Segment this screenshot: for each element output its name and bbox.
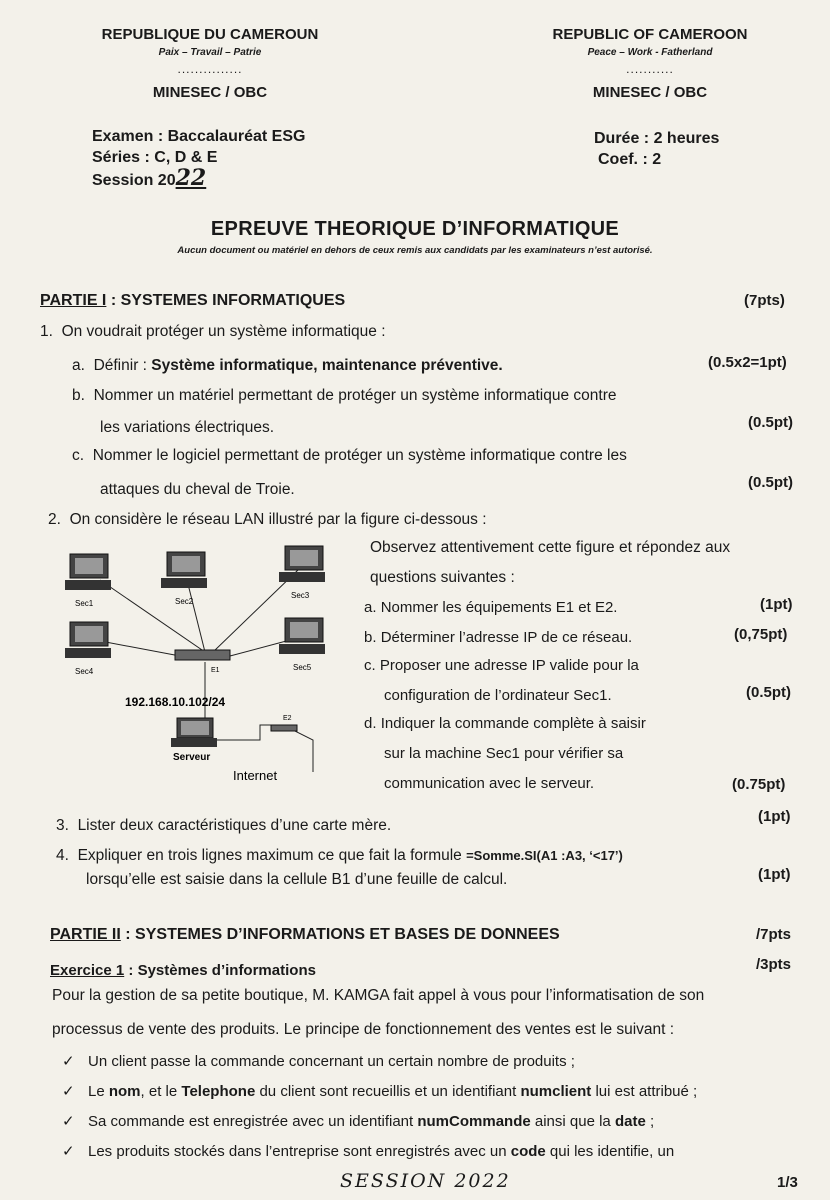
computer-icon — [65, 622, 111, 658]
router-icon — [271, 725, 297, 731]
q3-points: (1pt) — [758, 808, 791, 825]
label-e1: E1 — [211, 667, 220, 674]
part2-heading: PARTIE II : SYSTEMES D’INFORMATIONS ET BASES DE DONNEES — [50, 926, 560, 943]
separator-dots: ........... — [626, 62, 674, 76]
server-ip: 192.168.10.102/24 — [125, 695, 226, 709]
q1c: c. Nommer le logiciel permettant de protéger un système informatique contre les — [72, 447, 627, 464]
q2-intro-line1: Observez attentivement cette figure et répondez aux — [370, 539, 731, 556]
computer-icon — [279, 618, 325, 654]
q1b-points: (0.5pt) — [748, 414, 793, 431]
exam-name: Examen : Baccalauréat ESG — [92, 128, 306, 145]
q2a-points: (1pt) — [760, 596, 793, 613]
label-sec5: Sec5 — [293, 663, 312, 672]
page-number: 1/3 — [777, 1174, 798, 1191]
exercise1-points: /3pts — [756, 956, 792, 973]
exam-duration: Durée : 2 heures — [594, 130, 720, 147]
exam-meta — [594, 128, 719, 170]
q2b: b. Déterminer l’adresse IP de ce réseau. — [364, 629, 633, 646]
session-year-handwritten: 22 — [175, 165, 207, 191]
separator-dots: ............... — [177, 62, 243, 76]
part1-heading: PARTIE I : SYSTEMES INFORMATIQUES — [40, 292, 346, 309]
q2c: c. Proposer une adresse IP valide pour la — [364, 657, 639, 674]
label-internet: Internet — [233, 768, 278, 783]
q1c-points: (0.5pt) — [748, 474, 793, 491]
q1a-points: (0.5x2=1pt) — [708, 354, 787, 371]
checkmark-icon: ✓ — [62, 1113, 75, 1130]
server-computer-icon — [171, 718, 217, 747]
checkmark-icon: ✓ — [62, 1143, 75, 1160]
q3: 3. Lister deux caractéristiques d’une carte mère. — [56, 817, 392, 834]
q4-points: (1pt) — [758, 866, 791, 883]
country-en: REPUBLIC OF CAMEROON — [552, 26, 748, 43]
page-subtitle: Aucun document ou matériel en dehors de ceux remis aux candidats par les examinateurs n’est autorisé. — [177, 245, 653, 256]
exam-coef: Coef. : 2 — [598, 151, 662, 168]
ex1-para-line1: Pour la gestion de sa petite boutique, M. KAMGA fait appel à vous pour l’informatisation de son — [52, 987, 705, 1004]
q1a: a. Définir : Système informatique, maintenance préventive. — [72, 357, 503, 374]
exercise1-heading: Exercice 1 : Systèmes d’informations — [50, 962, 316, 979]
q2: 2. On considère le réseau LAN illustré par la figure ci-dessous : — [48, 511, 487, 528]
ex1-item-1: ✓ Un client passe la commande concernant un certain nombre de produits ; — [62, 1053, 575, 1070]
ex1-para-line2: processus de vente des produits. Le principe de fonctionnement des ventes est le suivant : — [52, 1021, 675, 1038]
q1b-line2: les variations électriques. — [100, 419, 275, 436]
computer-icon — [279, 546, 325, 582]
header-right — [500, 26, 800, 101]
page-title: EPREUVE THEORIQUE D’INFORMATIQUE — [210, 218, 620, 240]
q2-intro-line2: questions suivantes : — [370, 569, 515, 586]
ex1-item-4: ✓ Les produits stockés dans l’entreprise sont enregistrés avec un code qui les identifie, un — [62, 1143, 675, 1160]
ministry-left: MINESEC / OBC — [152, 84, 268, 101]
checkmark-icon: ✓ — [62, 1083, 75, 1100]
q1b: b. Nommer un matériel permettant de protéger un système informatique contre — [72, 387, 617, 404]
label-e2: E2 — [283, 715, 292, 722]
label-sec1: Sec1 — [75, 599, 94, 608]
q2a: a. Nommer les équipements E1 et E2. — [364, 599, 618, 616]
exam-info — [92, 126, 305, 191]
label-sec4: Sec4 — [75, 667, 94, 676]
switch-icon — [175, 650, 230, 660]
country-fr: REPUBLIQUE DU CAMEROUN — [101, 26, 319, 43]
computer-icon — [65, 554, 111, 590]
label-sec3: Sec3 — [291, 591, 310, 600]
q2d: d. Indiquer la commande complète à saisir — [364, 715, 646, 732]
ministry-right: MINESEC / OBC — [592, 84, 708, 101]
footer-session: SESSION 2022 — [340, 1170, 511, 1192]
q4-line2: lorsqu’elle est saisie dans la cellule B1 d’une feuille de calcul. — [86, 871, 508, 888]
q2d-line3: communication avec le serveur. — [384, 775, 595, 792]
motto-en: Peace – Work - Fatherland — [587, 47, 713, 58]
q2b-points: (0,75pt) — [734, 626, 788, 643]
part2-points: /7pts — [756, 926, 792, 943]
exam-session: Session 2022 — [92, 165, 207, 191]
exam-series: Séries : C, D & E — [92, 149, 218, 166]
lan-network-diagram — [55, 540, 355, 790]
label-server: Serveur — [173, 752, 211, 763]
q2c-line2: configuration de l’ordinateur Sec1. — [384, 687, 612, 704]
part1-points: (7pts) — [744, 292, 785, 309]
checkmark-icon: ✓ — [62, 1053, 75, 1070]
q4: 4. Expliquer en trois lignes maximum ce que fait la formule =Somme.SI(A1 :A3, ‘<17’) — [56, 847, 623, 864]
label-sec2: Sec2 — [175, 597, 194, 606]
header-left — [60, 26, 360, 101]
q2c-points: (0.5pt) — [746, 684, 791, 701]
q2d-line2: sur la machine Sec1 pour vérifier sa — [384, 745, 624, 762]
ex1-item-3: ✓ Sa commande est enregistrée avec un identifiant numCommande ainsi que la date ; — [62, 1113, 655, 1130]
motto-fr: Paix – Travail – Patrie — [158, 47, 262, 58]
computer-icon — [161, 552, 207, 588]
ex1-item-2: ✓ Le nom, et le Telephone du client sont recueillis et un identifiant numclient lui est attribué ; — [62, 1083, 698, 1100]
q1: 1. On voudrait protéger un système informatique : — [40, 323, 386, 340]
q2d-points: (0.75pt) — [732, 776, 786, 793]
q1c-line2: attaques du cheval de Troie. — [100, 481, 295, 498]
